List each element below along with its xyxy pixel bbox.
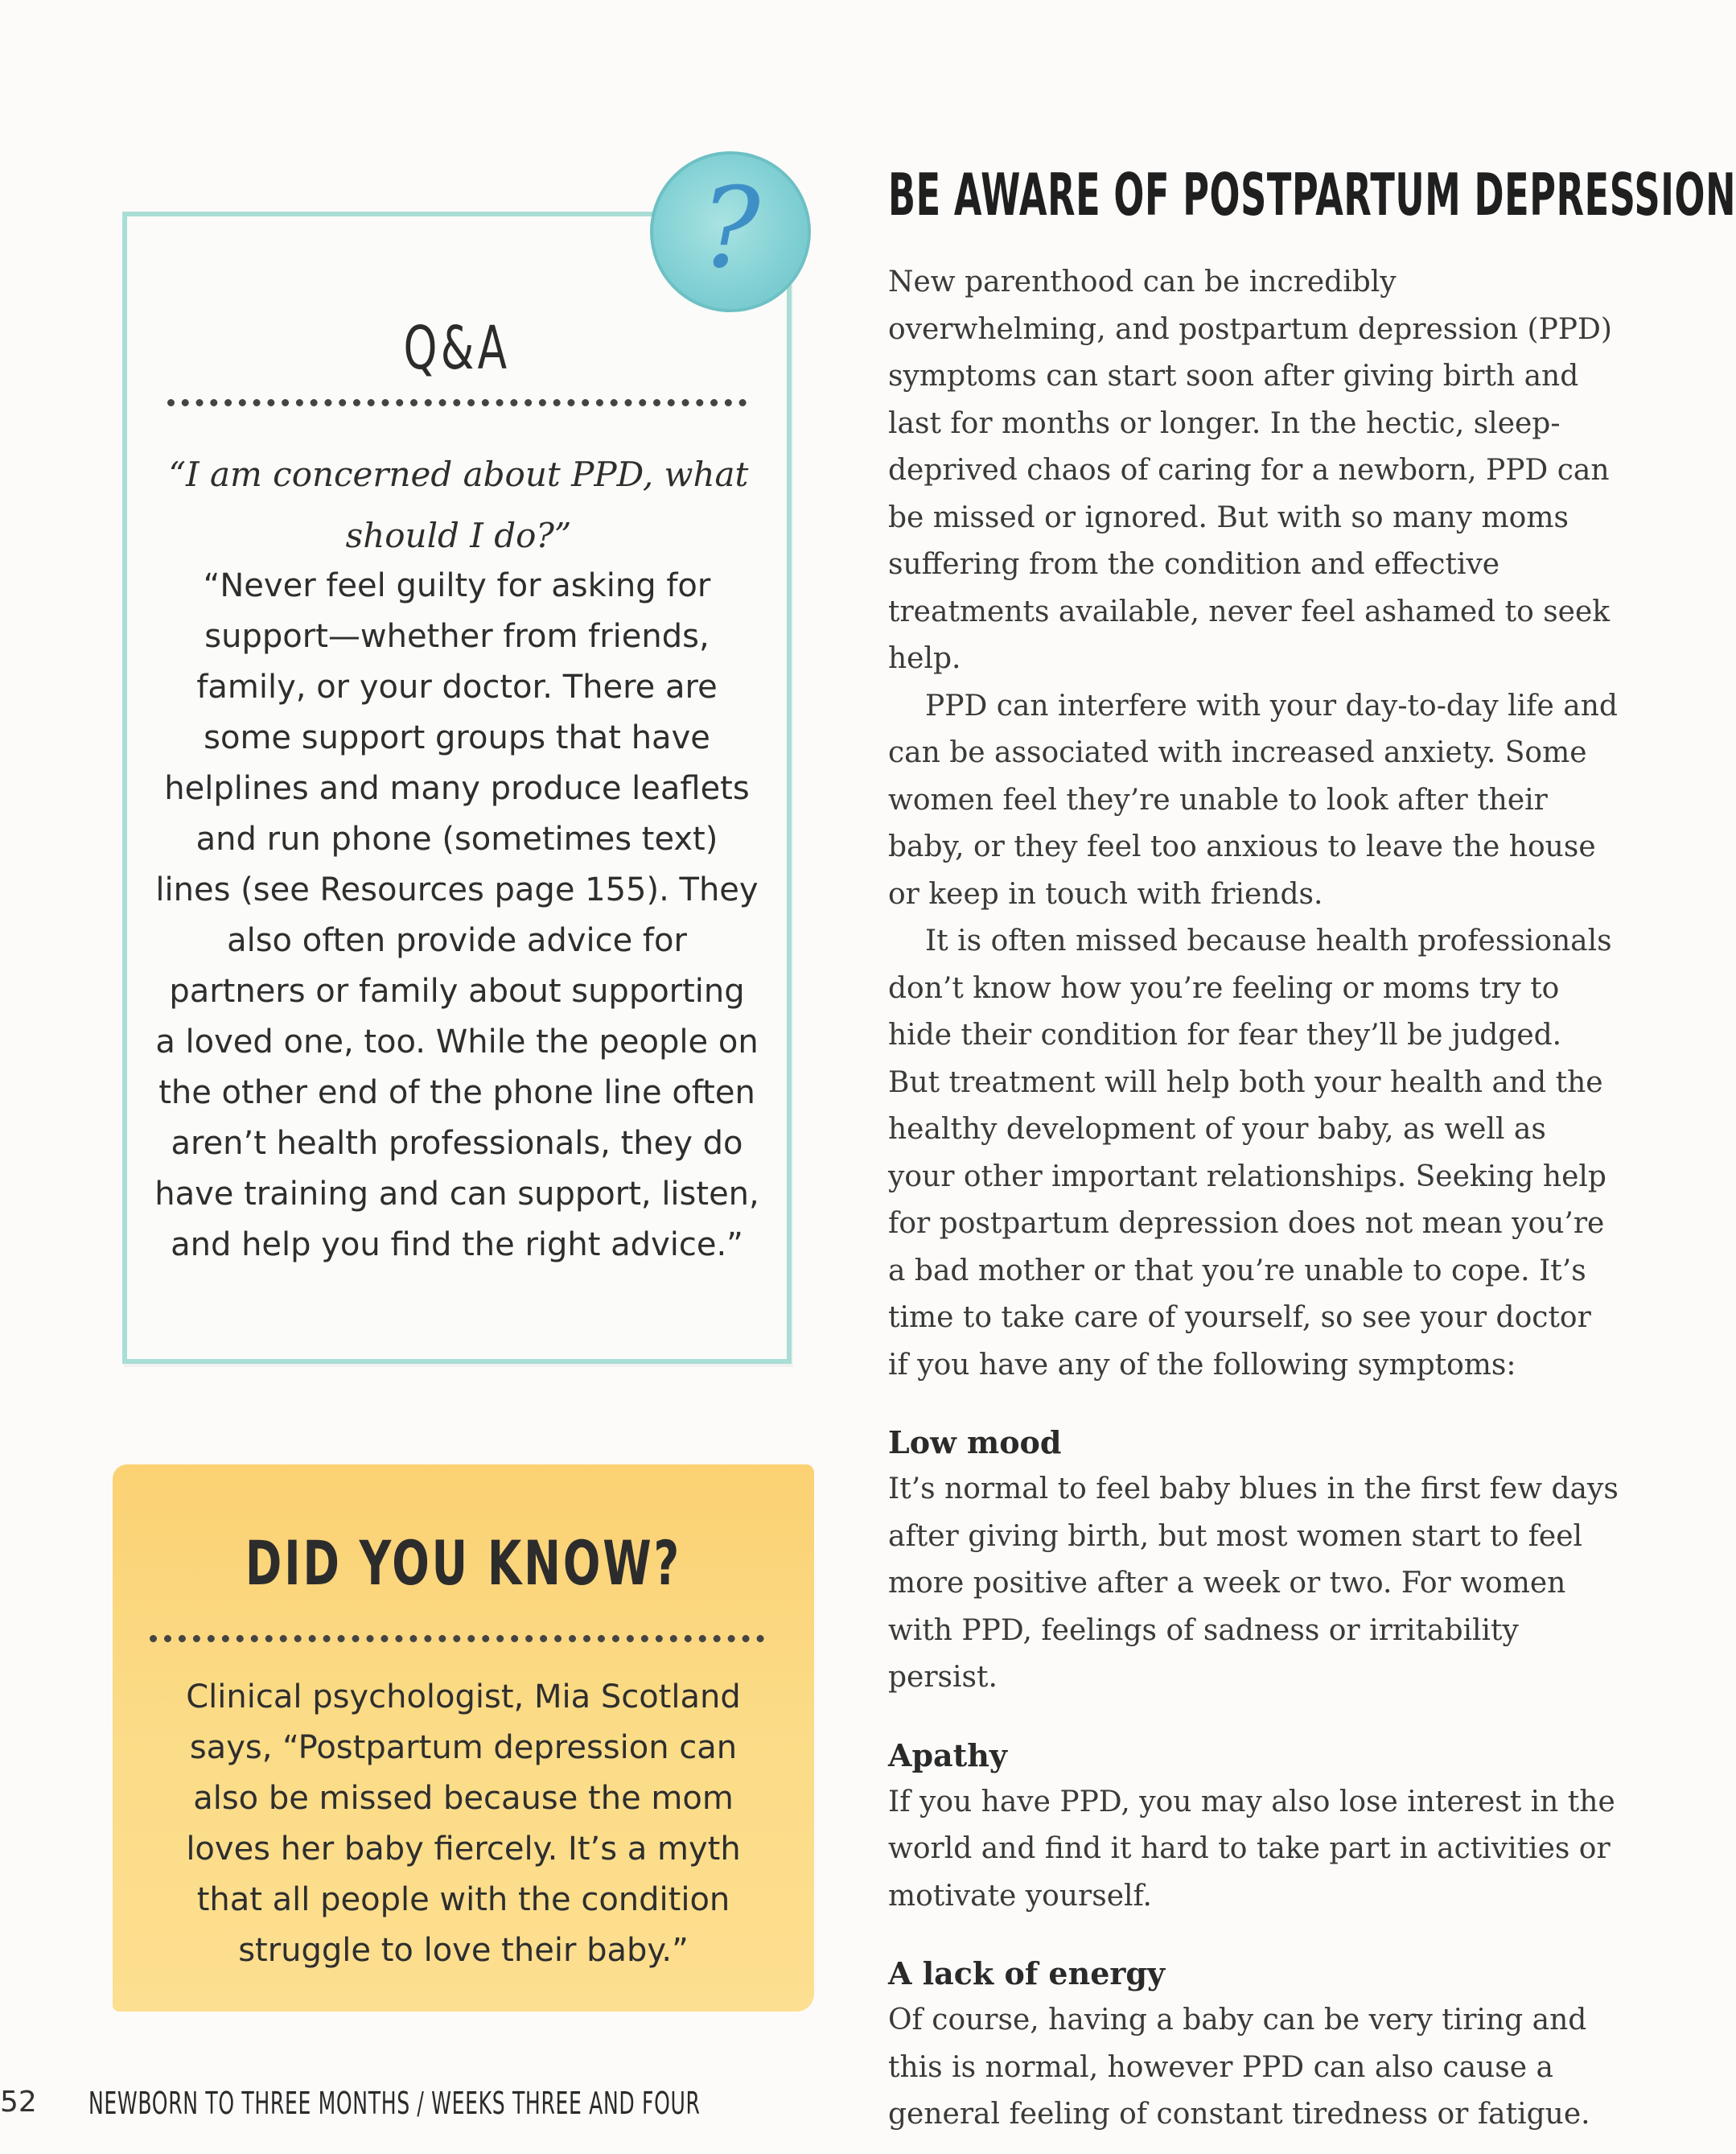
symptom-heading-apathy: Apathy — [888, 1736, 1007, 1773]
did-you-know-dotted-divider — [150, 1635, 764, 1642]
article-headline: BE AWARE OF POSTPARTUM DEPRESSION — [888, 161, 1736, 229]
question-mark-icon — [650, 151, 811, 312]
qa-title: Q&A — [403, 314, 511, 383]
article-paragraph: New parenthood can be incredibly overwhelming, and postpartum depression (PPD) symptoms can start soon after giving birth and last for months or longer. In the hectic, sleep-deprived chaos of caring for a newborn, PPD can be missed or ignored. But with so many moms suffering from the condition and effective treatments available, never feel ashamed to seek help. — [888, 266, 1612, 675]
page-number: 52 — [0, 2086, 37, 2119]
question-mark-glyph: ? — [701, 163, 760, 293]
article-paragraph: It is often missed because health professionals don’t know how you’re feeling or moms try to hide their condition for fear they’ll be judged. But treatment will help both your health and the healthy development of your baby, as well as your other important relationships. Seeking help for postpartum depression does not mean you’re a bad mother or that you’re unable to cope. It’s time to take care of yourself, so see your doctor if you have any of the following symptoms: — [888, 925, 1612, 1382]
article-paragraph: PPD can interfere with your day-to-day life and can be associated with increased anxiety. Some women feel they’re unable to look after their baby, or they feel too anxious to leave the house or keep in touch with friends. — [888, 689, 1618, 911]
symptom-text-apathy: If you have PPD, you may also lose interest in the world and find it hard to take part in activities or motivate yourself. — [888, 1785, 1615, 1913]
qa-question: “I am concerned about PPD, what should I do?” — [168, 455, 749, 555]
running-head: NEWBORN TO THREE MONTHS / WEEKS THREE AND FOUR — [88, 2086, 701, 2121]
symptom-text-low-mood: It’s normal to feel baby blues in the first few days after giving birth, but most women start to feel more positive after a week or two. For women with PPD, feelings of sadness or irritability persist. — [888, 1472, 1619, 1694]
symptom-text-lack-of-energy: Of course, having a baby can be very tiring and this is normal, however PPD can also cause a general feeling of constant tiredness or fatigue. — [888, 2004, 1590, 2131]
did-you-know-body: Clinical psychologist, Mia Scotland says, “Postpartum depression can also be missed because the mom loves her baby fiercely. It’s a myth that all people with the condition struggle to love their baby.” — [186, 1678, 741, 1969]
symptom-heading-lack-of-energy: A lack of energy — [888, 1955, 1166, 1991]
qa-dotted-divider — [167, 399, 747, 406]
qa-answer: “Never feel guilty for asking for support—whether from friends, family, or your doctor. There are some support groups that have helplines and many produce leaflets and run phone (sometimes text) lines (see Resources page 155). They also often provide advice for partners or family about supporting a loved one, too. While the people on the other end of the phone line often aren’t health professionals, they do have training and can support, listen, and help you find the right advice.” — [154, 567, 759, 1263]
symptom-heading-low-mood: Low mood — [888, 1424, 1062, 1460]
article-body — [888, 259, 1620, 2139]
did-you-know-title: DID YOU KNOW? — [245, 1527, 682, 1599]
